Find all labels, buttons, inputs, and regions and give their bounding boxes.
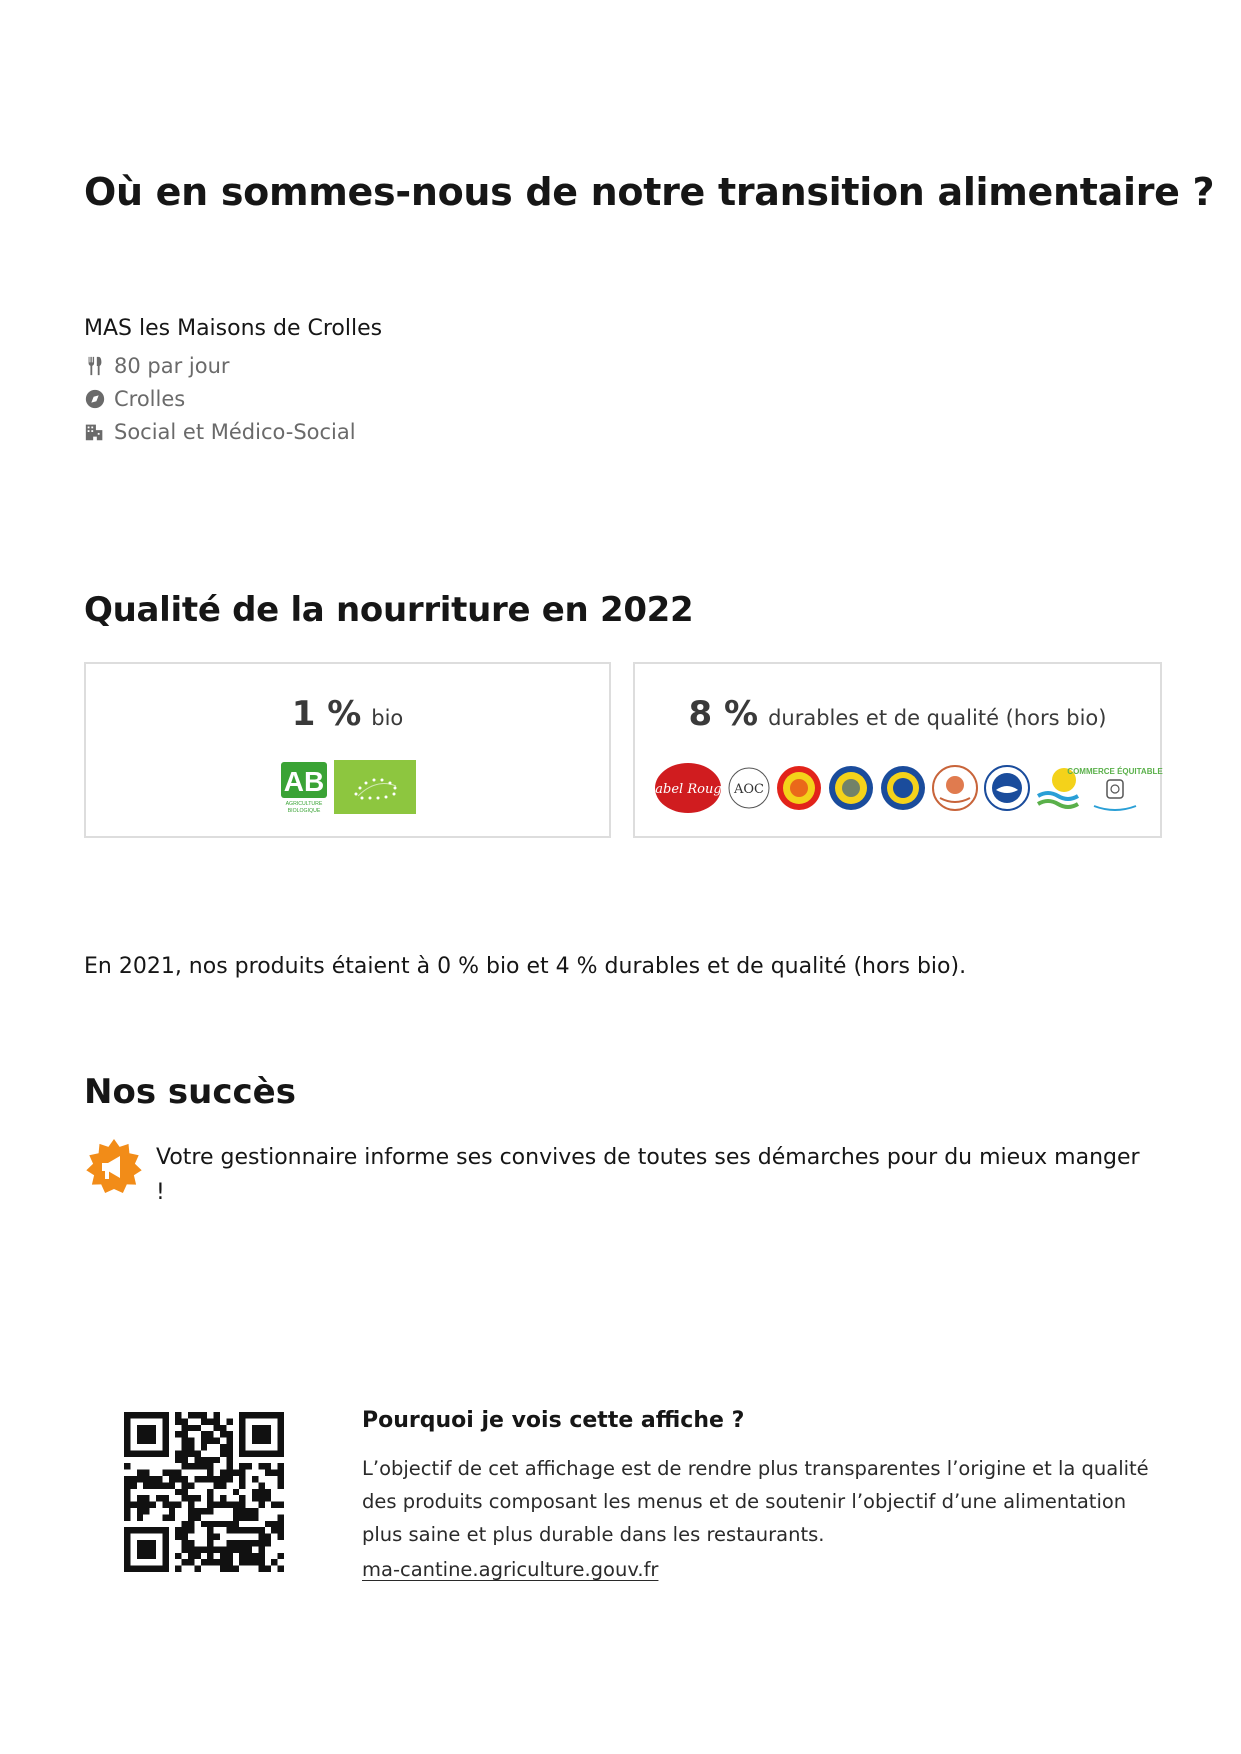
label-rouge-logo [646, 760, 729, 816]
city-name: Crolles [114, 387, 186, 411]
durable-card [633, 662, 1162, 838]
bio-percent: 1 % [291, 694, 362, 734]
history-text: En 2021, nos produits étaient à 0 % bio et 4 % durables et de qualité (hors bio). [84, 954, 967, 979]
commerce-equitable-logo-text: COMMERCE ÉQUITABLE [1066, 767, 1163, 776]
bio-stat [86, 694, 609, 734]
cutlery-icon [84, 355, 106, 377]
svg-text:AGRICULTURE: AGRICULTURE [285, 801, 322, 807]
aoc-logo-text: AOC [733, 782, 764, 797]
success-text: Votre gestionnaire informe ses convives de toutes ses démarches pour du mieux manger ! [156, 1145, 1140, 1205]
svg-text:BIOLOGIQUE: BIOLOGIQUE [287, 808, 320, 814]
success-section-title: Nos succès [84, 1072, 296, 1112]
sector-name: Social et Médico-Social [114, 420, 356, 444]
durable-percent: 8 % [688, 694, 759, 734]
bio-card [84, 662, 611, 838]
meals-row [84, 354, 230, 378]
compass-icon [84, 388, 106, 410]
eu-organic-logo [334, 760, 416, 814]
peche-durable-logo [982, 760, 1032, 816]
stg-logo [878, 760, 928, 816]
quality-section-title: Qualité de la nourriture en 2022 [84, 590, 694, 630]
why-title: Pourquoi je vois cette affiche ? [362, 1408, 745, 1433]
fermier-logo [930, 760, 980, 816]
aoc-logo [726, 760, 772, 816]
igp-logo [826, 760, 876, 816]
building-icon [84, 421, 106, 443]
megaphone-badge-icon [84, 1138, 144, 1198]
site-link[interactable]: ma-cantine.agriculture.gouv.fr [362, 1558, 659, 1581]
ab-logo [280, 760, 328, 814]
canteen-name: MAS les Maisons de Crolles [84, 316, 383, 341]
bio-logos [86, 760, 609, 814]
durable-label: durables et de qualité (hors bio) [768, 706, 1107, 730]
bio-label: bio [371, 706, 404, 730]
city-row [84, 387, 185, 411]
why-text: L’objectif de cet affichage est de rendre plus transparentes l’origine et la qualité des produits composant les menus et de soutenir l’objectif d’une alimentation plus saine et plus durable dans les restaurants. [362, 1457, 1149, 1546]
meals-count: 80 par jour [114, 354, 230, 378]
qr-code[interactable] [124, 1412, 284, 1572]
aop-logo [774, 760, 824, 816]
page-title: Où en sommes-nous de notre transition alimentaire ? [84, 170, 1215, 214]
ab-logo-text: AB [283, 766, 324, 797]
sector-row [84, 420, 356, 444]
durable-stat [635, 694, 1160, 734]
commerce-equitable-logo [1066, 760, 1163, 816]
durable-logos [635, 760, 1163, 816]
label-rouge-logo-text: Label Rouge [646, 782, 729, 797]
